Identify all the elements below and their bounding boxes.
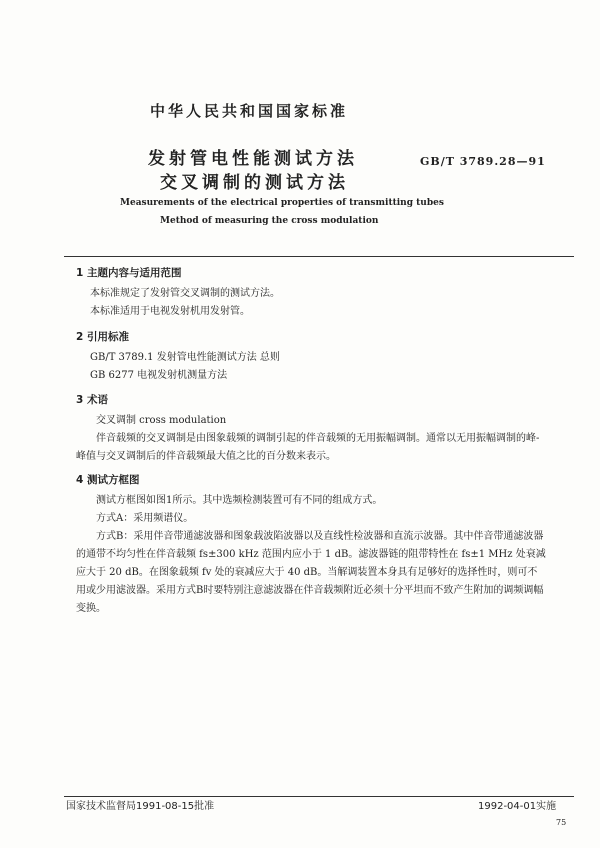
header-divider — [64, 256, 574, 257]
section-body — [76, 412, 546, 466]
page-number: 75 — [556, 818, 567, 827]
paragraph: 测试方框图如图1所示。其中选频检测装置可有不同的组成方式。 — [96, 495, 383, 506]
approval-date: 国家技术监督局1991-08-15批准 — [66, 801, 215, 812]
body-line: 本标准适用于电视发射机用发射管。 — [90, 306, 250, 317]
section-body — [76, 492, 546, 618]
definition: 伴音载频的交叉调制是由图象载频的调制引起的伴音载频的无用振幅调制。通常以无用振幅调制的峰-峰值与交叉调制后的伴音载频最大值之比的百分数来表示。 — [76, 433, 540, 462]
section-heading: 2 引用标准 — [76, 331, 129, 343]
footer-divider — [64, 796, 574, 797]
issuing-authority: 中华人民共和国国家标准 — [150, 102, 349, 120]
title-en-main: Measurements of the electrical properties of transmitting tubes — [120, 198, 444, 208]
section-heading: 3 术语 — [76, 394, 108, 406]
section-heading: 1 主题内容与适用范围 — [76, 267, 182, 279]
title-en-sub: Method of measuring the cross modulation — [160, 216, 379, 226]
reference-item: GB/T 3789.1 发射管电性能测试方法 总则 — [90, 352, 280, 363]
paragraph: 方式A：采用频谱仪。 — [96, 513, 194, 524]
paragraph: 方式B：采用伴音带通滤波器和图象载波陷波器以及直线性检波器和直流示波器。其中伴音带通滤波器的通带不均匀性在伴音载频 fs±300 kHz 范围内应小于 1 dB。滤波器链的阻带特性在 fs±1 MHz 处衰减应大于 20 dB。在图象载频 fv 处的衰减应大于 40 dB。当解调装置本身具有足够好的选择性时，则可不用或少用滤波器。采用方式B时要特别注意滤波器在伴音载频附近必须十分平坦而不致产生附加的调频调幅变换。 — [76, 531, 546, 614]
section-body — [90, 349, 560, 385]
effective-date: 1992-04-01实施 — [478, 801, 557, 812]
section-heading: 4 测试方框图 — [76, 474, 140, 486]
body-line: 本标准规定了发射管交叉调制的测试方法。 — [90, 288, 280, 299]
standard-code: GB/T 3789.28—91 — [420, 155, 546, 168]
title-cn-main: 发射管电性能测试方法 — [148, 149, 358, 169]
term: 交叉调制 cross modulation — [96, 415, 227, 426]
title-cn-sub: 交叉调制的测试方法 — [160, 173, 349, 193]
reference-item: GB 6277 电视发射机测量方法 — [90, 370, 228, 381]
section-body — [90, 285, 560, 321]
